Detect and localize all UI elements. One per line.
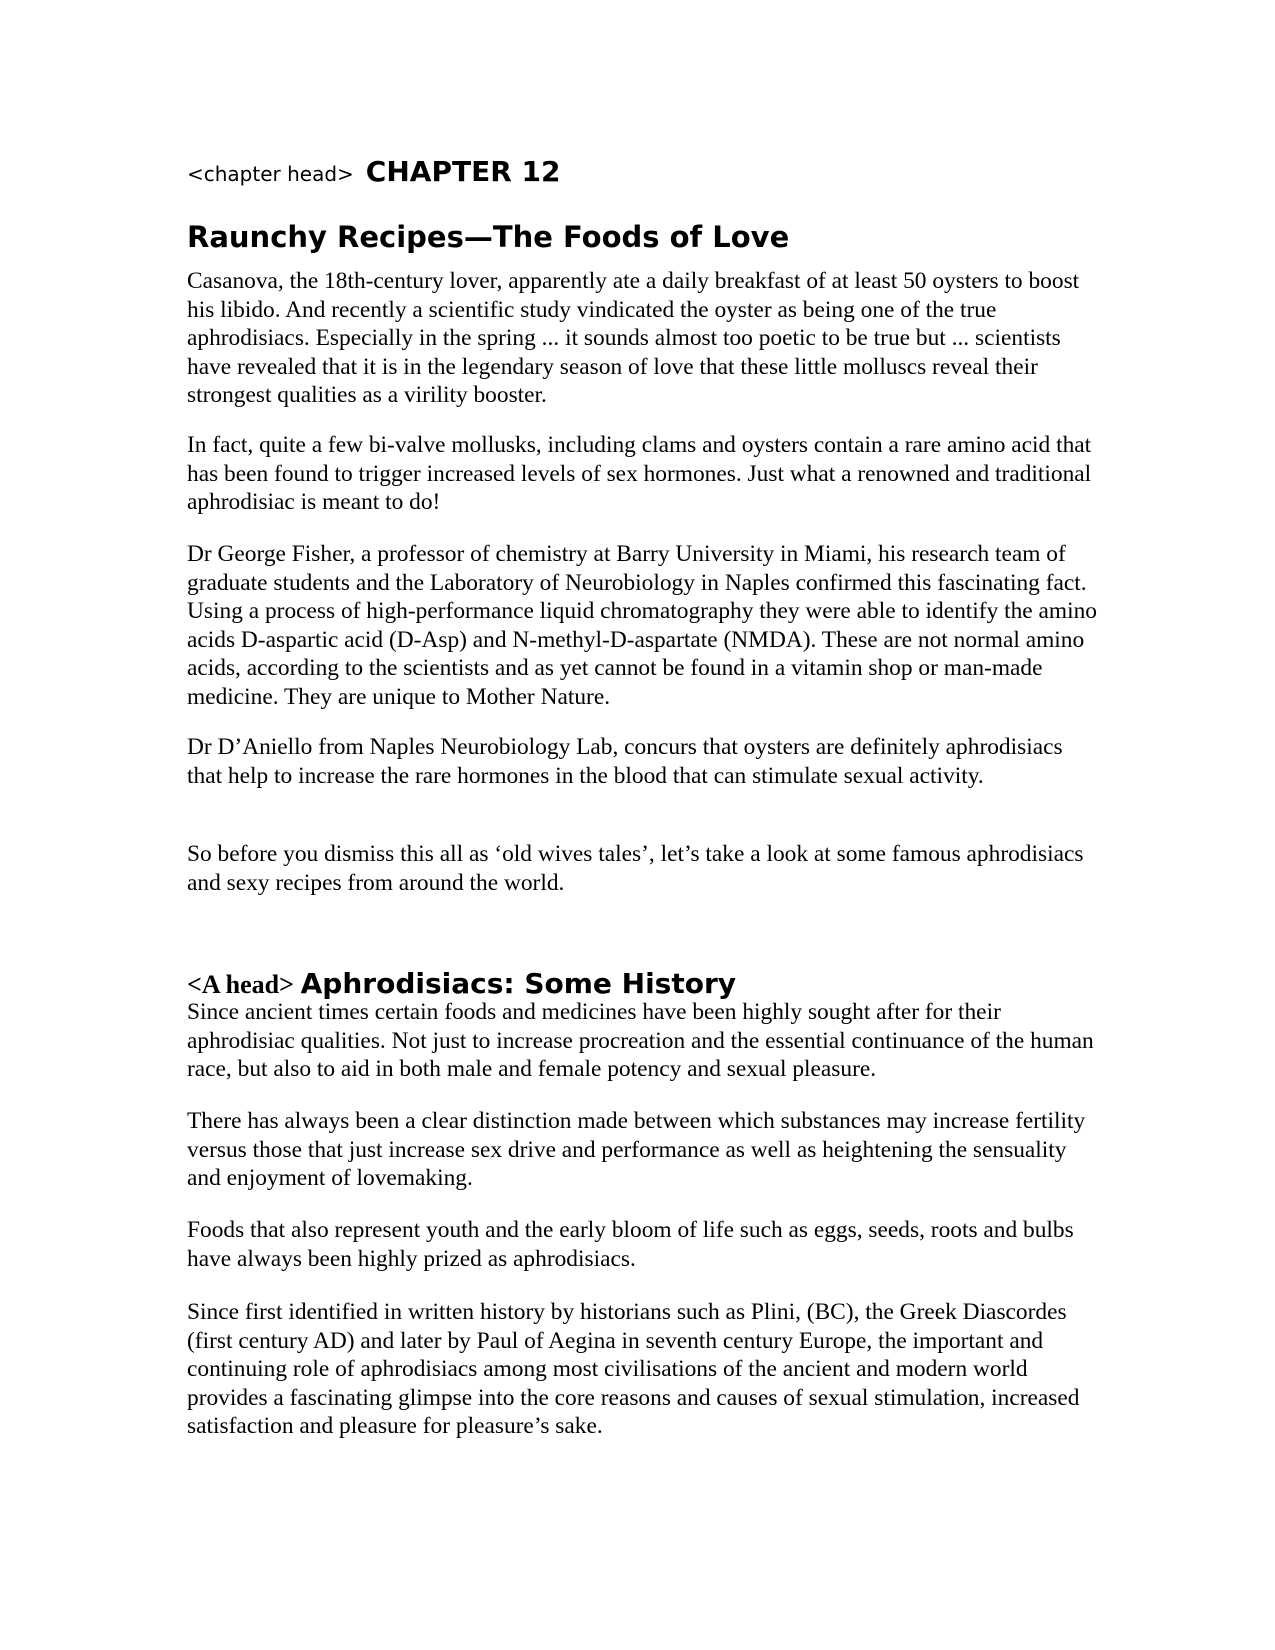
chapter-number: CHAPTER 12 (365, 155, 561, 188)
intro-paragraph-5: So before you dismiss this all as ‘old wives tales’, let’s take a look at some famous aphrodisiacs and sexy recipes from around the world. (187, 841, 1084, 896)
intro-paragraph-2: In fact, quite a few bi-valve mollusks, including clams and oysters contain a rare amino acid that has been found to trigger increased levels of sex hormones. Just what a renowned and traditional aphrodisiac is meant to do! (187, 432, 1092, 516)
document-page (187, 150, 1097, 1440)
intro-paragraph-3: Dr George Fisher, a professor of chemistry at Barry University in Miami, his research team of graduate students and the Laboratory of Neurobiology in Naples confirmed this fascinating fact. Using a process of high-performance liquid chromatography they were able to identify the amino acids D-aspartic acid (D-Asp) and N-methyl-D-aspartate (NMDA). These are not normal amino acids, according to the scientists and as yet cannot be found in a vitamin shop or man-made medicine. They are unique to Mother Nature. (187, 541, 1097, 710)
section-paragraph-1: Since ancient times certain foods and medicines have been highly sought after for their aphrodisiac qualities. Not just to increase procreation and the essential continuance of the human race, but also to aid in both male and female potency and sexual pleasure. (187, 999, 1094, 1083)
section-title: Aphrodisiacs: Some History (300, 967, 737, 1000)
section-paragraph-3: Foods that also represent youth and the early bloom of life such as eggs, seeds, roots and bulbs have always been highly prized as aphrodisiacs. (187, 1217, 1074, 1272)
section-paragraph-4: Since first identified in written history by historians such as Plini, (BC), the Greek Diascordes (first century AD) and later by Paul of Aegina in seventh century Europe, the important and continuing role of aphrodisiacs among most civilisations of the ancient and modern world provides a fascinating glimpse into the core reasons and causes of sexual stimulation, increased satisfaction and pleasure for pleasure’s sake. (187, 1299, 1080, 1440)
intro-paragraph-1: Casanova, the 18th-century lover, apparently ate a daily breakfast of at least 50 oysters to boost his libido. And recently a scientific study vindicated the oyster as being one of the true aphrodisiacs. Especially in the spring ... it sounds almost too poetic to be true but ... scientists have revealed that it is in the legendary season of love that these little molluscs reveal their strongest qualities as a virility booster. (187, 268, 1080, 409)
chapter-head-tag: <chapter head> (187, 162, 354, 186)
intro-paragraph-4: Dr D’Aniello from Naples Neurobiology Lab, concurs that oysters are definitely aphrodisiacs that help to increase the rare hormones in the blood that can stimulate sexual activity. (187, 734, 1063, 789)
chapter-title: Raunchy Recipes—The Foods of Love (187, 220, 790, 254)
section-paragraph-2: There has always been a clear distinction made between which substances may increase fertility versus those that just increase sex drive and performance as well as heightening the sensuality and enjoyment of lovemaking. (187, 1108, 1086, 1192)
section-head-tag: <A head> (187, 970, 294, 999)
chapter-head (187, 150, 1097, 190)
